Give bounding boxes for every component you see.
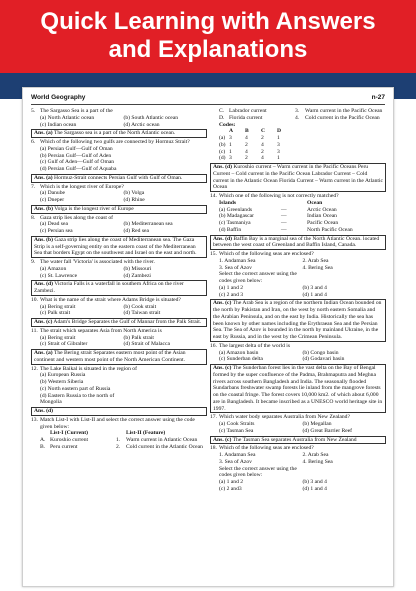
answer-box xyxy=(31,129,207,138)
match-key: 2. xyxy=(116,443,121,450)
answer-label: Ans. (b) xyxy=(34,236,53,243)
match-key xyxy=(40,430,50,437)
option-row xyxy=(210,459,386,466)
answer-explanation: Gaza strip lies along the coast of Mediterranean sea. The Gaza Strip is a self-governing entity on the eastern coast of the Mediterranean Sea that borders Egypt on the southwest and Israel on the east and north. xyxy=(34,236,197,257)
option-text: (b) Persian Gulf—Gulf of Aden xyxy=(40,152,112,159)
answer-box xyxy=(31,236,207,258)
option-text: (c) 2 and 3 xyxy=(219,291,244,298)
option-text: (b) 3 and 4 xyxy=(302,284,327,291)
answer-explanation: Volga is the longest river of Europe xyxy=(52,205,134,212)
question-text: What is the name of the strait where Adams Bridge is situated? xyxy=(40,296,181,303)
question-number: 8. xyxy=(31,214,36,221)
codes-head-cell: B xyxy=(245,128,249,135)
option-row xyxy=(31,310,207,317)
question xyxy=(31,259,207,266)
question xyxy=(31,139,207,146)
option-text: (a) Amazon xyxy=(40,265,67,272)
question-number: 16. xyxy=(210,342,217,349)
answer-box xyxy=(31,318,207,327)
option-row xyxy=(31,221,207,228)
question-number: 11. xyxy=(31,327,38,334)
question-text: Gaza strip lies along the coast of xyxy=(40,214,114,221)
codes-head-cell: D xyxy=(277,128,282,135)
pair-row xyxy=(210,227,386,234)
answer-label: Ans. (c) xyxy=(213,436,232,443)
answer-label: Ans. (d) xyxy=(34,408,53,414)
codes-head-cell: C xyxy=(261,128,266,135)
question-number: 9. xyxy=(31,259,36,265)
option-row xyxy=(31,228,207,235)
option-text: (d) Godavari basin xyxy=(302,356,345,363)
option-row xyxy=(31,372,207,379)
option-text: (a) 1 and 2 xyxy=(219,284,244,291)
option-text: (d) Persian Gulf—Gulf of Aquaba xyxy=(40,166,117,172)
option-text: (a) Amazon basin xyxy=(219,349,259,356)
option-text: 4. Bering Sea xyxy=(302,264,333,271)
answer-explanation: Victoria Falls is a waterfall in southern Africa on the river Zambezi. xyxy=(34,281,184,294)
codes-cell: 3 xyxy=(277,148,280,155)
option-row xyxy=(31,393,207,407)
option-row xyxy=(210,452,386,459)
answer-box xyxy=(31,280,207,296)
option-text: (c) Indian ocean xyxy=(40,121,77,128)
pair-dash: — xyxy=(281,213,287,220)
page-header xyxy=(31,92,385,105)
option-row xyxy=(210,292,386,299)
option-text: (a) Bering strait xyxy=(40,303,76,310)
match-header-list1: List-I (Current) xyxy=(50,430,88,437)
answer-box xyxy=(210,235,386,251)
codes-row xyxy=(219,149,386,156)
question-number: 7. xyxy=(31,183,36,190)
option-row xyxy=(31,273,207,280)
match-key: A. xyxy=(40,437,46,443)
codes-head-cell xyxy=(219,128,229,135)
answer-label: Ans. (a) xyxy=(34,130,53,137)
pair-dash: — xyxy=(281,226,287,233)
answer-label: Ans. (d) xyxy=(213,235,232,242)
answer-box xyxy=(210,436,386,445)
question-text: Match List-I with List-II and select the correct answer using the code given below: xyxy=(40,416,195,430)
option-row xyxy=(31,159,207,166)
codes-cell: 1 xyxy=(229,148,232,155)
match-item: Warm current in Atlantic Ocean xyxy=(126,437,198,443)
question-text: Which one of the following is not correctly matched? xyxy=(219,193,339,199)
pair-left: (a) Greenlands xyxy=(219,206,253,213)
option-text: (b) Mediterranean sea xyxy=(123,221,173,228)
option-text: (a) Cook Straits xyxy=(219,421,255,427)
option-text: 3. Sea of Azov xyxy=(219,264,252,271)
option-text: (a) European Russia xyxy=(40,372,86,379)
match-item: Peru current xyxy=(50,443,78,450)
codes-cell: 2 xyxy=(245,141,248,148)
match-item: Kuroshio current xyxy=(50,437,89,443)
question xyxy=(31,108,207,115)
option-row xyxy=(31,122,207,129)
option-row xyxy=(210,479,386,486)
match-item: Warm current in the Pacific Ocean xyxy=(305,108,383,114)
option-row xyxy=(31,197,207,204)
match-key: D. xyxy=(219,114,225,121)
pair-right: Arctic Ocean xyxy=(307,206,337,213)
option-text: (c) Dneper xyxy=(40,197,65,203)
match-key: 4. xyxy=(295,114,300,121)
option-text: 3. Sea of Azov xyxy=(219,458,252,465)
match-key: B. xyxy=(40,443,46,450)
answer-explanation: The Sargasso sea is a part of the North Atlantic ocean. xyxy=(52,130,176,137)
option-text: 2. Arab Sea xyxy=(302,257,329,264)
option-text: (d) Rhine xyxy=(123,197,145,203)
option-row xyxy=(31,379,207,386)
book-page xyxy=(22,87,394,587)
answer-label: Ans. (c) xyxy=(34,319,53,325)
codes-cell: 1 xyxy=(229,141,232,148)
option-text: (c) North eastern part of Russia xyxy=(40,385,111,392)
match-row xyxy=(210,115,386,122)
match-row xyxy=(31,437,207,444)
pair-row xyxy=(210,220,386,227)
question-number: 17. xyxy=(210,414,217,421)
answer-explanation: The Bering strait Separates eastern most point of the Asian continent and western most point of the North American Continent. xyxy=(34,350,186,363)
answer-explanation: Adam's Bridge Separates the Gulf of Mannar from the Palk Strait. xyxy=(52,319,202,325)
codes-cell: 4 xyxy=(261,141,264,148)
answer-label: Ans. (d) xyxy=(34,281,53,288)
codes-cell: 2 xyxy=(261,148,264,155)
codes-cell: (d) xyxy=(219,155,226,162)
option-text: (a) North Atlantic ocean xyxy=(40,114,95,121)
question-number: 18. xyxy=(210,445,217,452)
match-key: 1. xyxy=(116,437,121,443)
codes-cell: 2 xyxy=(261,135,264,141)
option-row xyxy=(31,386,207,393)
option-text: (c) St. Lawrence xyxy=(40,272,78,279)
option-text: (a) Danube xyxy=(40,190,66,197)
option-text: (a) Bering strait xyxy=(40,334,76,341)
match-item: Florida current xyxy=(229,114,263,121)
pair-dash: — xyxy=(281,220,287,226)
match-item: Cold current in the Atlantic Ocean xyxy=(126,443,203,450)
page-header-title: World Geography xyxy=(31,94,86,101)
question-number: 5. xyxy=(31,108,36,114)
option-text: (b) 3 and 4 xyxy=(302,479,327,485)
codes-cell: (c) xyxy=(219,148,226,155)
codes-row xyxy=(219,142,386,149)
match-row xyxy=(210,108,386,115)
answer-box xyxy=(210,364,386,413)
option-text: (b) Congo basin xyxy=(302,349,339,356)
answer-explanation: Hormuz-Strait connects Persian Gulf with Gulf of Oman. xyxy=(52,174,183,181)
match-key xyxy=(116,430,126,437)
match-item: Cold current in the Pacific Ocean xyxy=(305,114,380,121)
question-text: Which of the following seas are enclosed? xyxy=(219,251,314,257)
codes-row xyxy=(219,135,386,142)
question-text: Which is the longest river of Europe? xyxy=(40,183,124,190)
pair-right: Pacific Ocean xyxy=(307,220,339,226)
option-text: (d) Great Barrier Reef xyxy=(302,427,353,434)
answer-box xyxy=(31,407,207,416)
option-text: (d) Arctic ocean xyxy=(123,121,160,128)
banner-title-line2: and Explanations xyxy=(108,36,308,63)
banner-title-line1: Quick Learning with Answers xyxy=(40,8,376,35)
question xyxy=(210,343,386,350)
pair-right: Indian Ocean xyxy=(307,213,337,220)
option-text: (c) Gulf of Aden—Gulf of Oman xyxy=(40,159,115,166)
option-row xyxy=(210,271,386,285)
option-text: (d) Zambezi xyxy=(123,272,151,279)
option-row xyxy=(210,356,386,363)
answer-box xyxy=(31,349,207,365)
option-text: (d) 1 and 4 xyxy=(302,291,327,298)
option-row xyxy=(31,166,207,173)
option-text: (b) Palk strait xyxy=(123,334,154,341)
match-key: 3. xyxy=(295,108,300,114)
codes-cell: 4 xyxy=(245,148,248,155)
answer-label: Ans. (a) xyxy=(34,350,53,356)
option-text: (c) Sunderban delta xyxy=(219,356,263,363)
option-text: Select the correct answer using the codes given below: xyxy=(219,465,297,479)
answer-label: Ans. (b) xyxy=(34,205,53,212)
page-number: n-27 xyxy=(371,94,385,101)
question-text: The strait which separates Asia from North America is xyxy=(40,327,162,334)
question-text: The Lake Baikal is situated in the region of xyxy=(40,365,137,372)
codes-cell: 1 xyxy=(277,155,280,162)
option-text: (a) 1 and 2 xyxy=(219,479,244,485)
option-text: (b) Western Siberia xyxy=(40,379,84,385)
pair-right: North Pacific Ocean xyxy=(307,226,353,233)
pair-dash xyxy=(281,200,307,207)
option-text: (d) Red sea xyxy=(123,228,149,234)
answer-box xyxy=(31,205,207,214)
option-text: (d) Eastern Russia to the north of Mongolia xyxy=(40,392,115,406)
pair-row xyxy=(210,200,386,207)
option-row xyxy=(210,466,386,480)
option-text: (b) Megallan xyxy=(302,421,332,427)
pair-left: (c) Tasmaniya xyxy=(219,220,251,226)
option-row xyxy=(210,258,386,265)
question-text: Which water body separates Australia from New Zealand? xyxy=(219,414,350,421)
codes-header xyxy=(219,128,386,135)
question-number: 6. xyxy=(31,139,36,145)
question xyxy=(210,251,386,258)
codes-cell: 3 xyxy=(229,135,232,141)
option-text: (b) South Atlantic ocean xyxy=(123,114,179,121)
question xyxy=(210,445,386,452)
right-column xyxy=(210,108,386,493)
option-text: (d) 1 and 4 xyxy=(302,485,327,492)
question xyxy=(31,297,207,304)
pair-left: Islands xyxy=(219,199,237,206)
codes-cell: 4 xyxy=(245,135,248,141)
option-text: (b) Volga xyxy=(123,190,145,197)
answer-box xyxy=(210,163,386,192)
question xyxy=(210,193,386,200)
option-text: 2. Arab Sea xyxy=(302,452,329,458)
option-text: (d) Taiwan strait xyxy=(123,310,161,317)
option-row xyxy=(31,266,207,273)
codes-head-cell: A xyxy=(229,128,234,135)
option-text: (b) Missouri xyxy=(123,265,152,272)
answer-explanation: Kuroshio current – Warm current in the Pacific Oceans Peru Current – Cold current in the Pacific Ocean Labrador Current – Cold current in the Atlantic Ocean Florida Current – Warm current in the Atlantic Ocean xyxy=(213,164,384,191)
option-text: 1. Andaman Sea xyxy=(219,452,256,458)
option-text: (d) Strait of Malacca xyxy=(123,341,170,348)
option-row xyxy=(210,421,386,428)
answer-label: Ans. (c) xyxy=(213,300,232,307)
option-row xyxy=(210,486,386,493)
answer-label: Ans. (d) xyxy=(213,164,232,170)
codes-cell: (a) xyxy=(219,135,226,141)
option-row xyxy=(210,265,386,272)
option-row xyxy=(31,341,207,348)
answer-box xyxy=(210,299,386,342)
match-key: C. xyxy=(219,108,225,114)
question-number: 15. xyxy=(210,251,217,257)
answer-explanation: The Sunderban forest lies in the vast delta on the Bay of Bengal formed by the super confluence of the Padma, Brahmaputra and Meghna rivers across southern Bangladesh and India. The seasonally flooded Sundarbans freshwater swamp forests lie inland from the mangrove forests on the coastal fringe. The forest covers 10,000 km2. of which about 6,000 are in Bangladesh. It became inscribed as a UNESCO world heritage site in 1997. xyxy=(213,365,383,412)
codes-cell: 3 xyxy=(277,141,280,148)
question xyxy=(210,414,386,421)
option-text: (a) Dead sea xyxy=(40,221,68,228)
match-item: Labrador current xyxy=(229,108,267,114)
codes-cell: 4 xyxy=(261,155,264,162)
codes-cell: (b) xyxy=(219,141,226,148)
question-number: 12. xyxy=(31,365,38,372)
pair-dash: — xyxy=(281,206,287,213)
option-text: (c) Tasman Sea xyxy=(219,427,254,434)
option-row xyxy=(31,146,207,153)
codes-cell: 1 xyxy=(277,135,280,141)
question xyxy=(31,417,207,431)
option-text: (c) Strait of Gibralter xyxy=(40,341,88,348)
answer-explanation: The Tasman Sea separates Australia from New Zealand xyxy=(231,436,357,443)
answer-label: Ans. (a) xyxy=(34,174,53,181)
match-header-list2: List-II (Feature) xyxy=(126,430,166,437)
codes-label: Codes: xyxy=(219,121,236,128)
question-text: The Sargasso Sea is a part of the xyxy=(40,108,113,114)
codes-table xyxy=(210,122,386,163)
answer-label: Ans. (c) xyxy=(213,365,232,371)
pair-right: Ocean xyxy=(307,199,323,206)
question-number: 14. xyxy=(210,193,217,199)
banner xyxy=(0,0,416,73)
option-text: 1. Andaman Sea xyxy=(219,257,256,264)
option-text: (c) 2 and3 xyxy=(219,485,242,492)
option-row xyxy=(210,285,386,292)
match-row xyxy=(31,444,207,451)
question-text: Which of the following two gulfs are connected by Hormuz Strait? xyxy=(40,139,190,145)
option-text: (c) Palk strait xyxy=(40,310,71,317)
pair-left: (d) Baffin xyxy=(219,226,242,233)
question-text: The water fall 'Victoria' is associated with the river. xyxy=(40,259,155,265)
codes-row xyxy=(219,155,386,162)
question-text: The largest delta of the world is xyxy=(219,342,291,349)
option-row xyxy=(31,190,207,197)
option-text: 4. Bering Sea xyxy=(302,458,333,465)
codes-cell: 2 xyxy=(245,155,248,162)
answer-box xyxy=(31,174,207,183)
match-header xyxy=(31,430,207,437)
option-row xyxy=(31,115,207,122)
question-text: Which of the following seas are enclosed? xyxy=(219,445,314,452)
codes-cell: 3 xyxy=(229,155,232,162)
answer-explanation: Baffin Bay is a marginal sea of the North Atlantic Ocean. located between the west coast of Greenland and Baffin Island, Canada. xyxy=(213,235,380,249)
question xyxy=(31,328,207,335)
pair-row xyxy=(210,213,386,220)
option-text: (a) Persian Gulf—Gulf of Oman xyxy=(40,145,113,152)
pair-left: (b) Madagascar xyxy=(219,213,254,220)
left-column xyxy=(31,108,207,451)
option-row xyxy=(210,428,386,435)
option-text: Select the correct answer using the codes given below: xyxy=(219,271,297,284)
question-number: 13. xyxy=(31,416,38,423)
option-text: (b) Cook strait xyxy=(123,303,157,310)
answer-explanation: The Arab Sea is a region of the northern Indian Ocean bounded on the north by Pakistan and Iran, on the west by north eastern Somalia and the Arabian Peninsula, and on the east by India. Historically the sea has been known by other names including the Erythraean Sea and the Persian Sea. The Sea of Azov is bounded in the north by mainland Ukraine, in the east by Russia, and in the west by the Crimean Peninsula. xyxy=(213,300,382,340)
question-number: 10. xyxy=(31,296,38,303)
option-text: (c) Persian sea xyxy=(40,228,73,234)
